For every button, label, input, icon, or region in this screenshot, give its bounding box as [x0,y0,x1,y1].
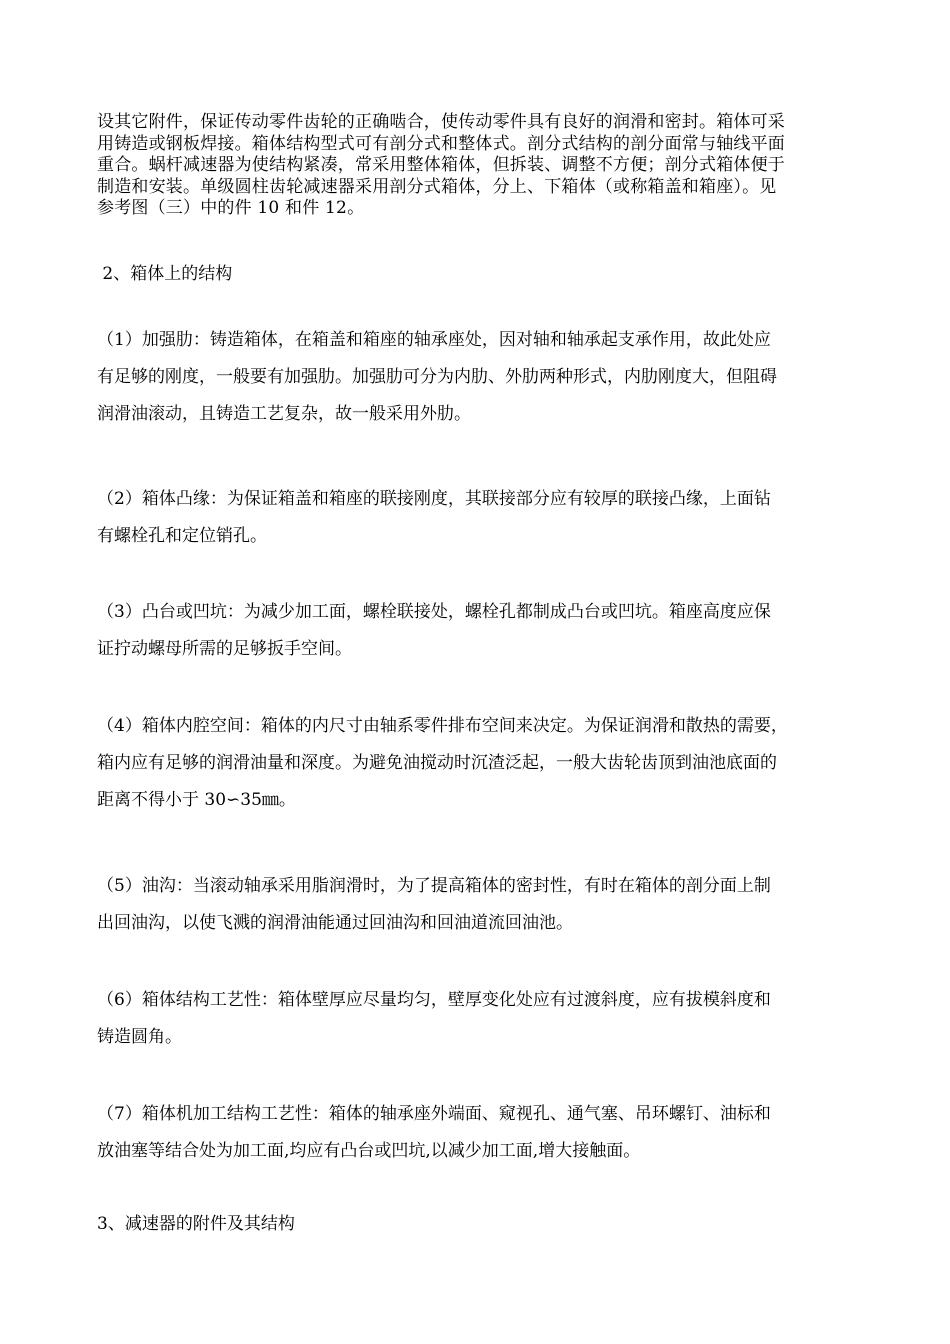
item-line: 证拧动螺母所需的足够扳手空间。 [97,639,352,659]
item-paragraph-5 [97,868,867,942]
item-line: 放油塞等结合处为加工面,均应有凸台或凹坑,以减少加工面,增大接触面。 [97,1141,641,1161]
item-paragraph-6 [97,982,867,1056]
item-paragraph-4 [97,708,867,819]
item-line: 铸造圆角。 [97,1027,182,1047]
intro-line: 重合。蜗杆减速器为使结构紧凑，常采用整体箱体，但拆装、调整不方便；剖分式箱体便于 [97,155,785,175]
section-heading-3: 3、减速器的附件及其结构 [97,1214,295,1234]
intro-line: 制造和安装。单级圆柱齿轮减速器采用剖分式箱体，分上、下箱体（或称箱盖和箱座）。见 [97,176,777,197]
item-paragraph-2 [97,481,867,555]
item-line: 润滑油滚动，且铸造工艺复杂，故一般采用外肋。 [97,404,471,424]
item-line: 有足够的刚度，一般要有加强肋。加强肋可分为内肋、外肋两种形式，内肋刚度大，但阻碍 [97,367,777,387]
item-paragraph-3 [97,594,867,668]
item-line: （6）箱体结构工艺性：箱体壁厚应尽量均匀，壁厚变化处应有过渡斜度，应有拔模斜度和 [97,990,771,1010]
intro-line: 设其它附件，保证传动零件齿轮的正确啮合，使传动零件具有良好的润滑和密封。箱体可采 [97,112,785,132]
item-line: （4）箱体内腔空间：箱体的内尺寸由轴系零件排布空间来决定。为保证润滑和散热的需要， [97,716,788,736]
item-line: （3）凸台或凹坑：为减少加工面，螺栓联接处，螺栓孔都制成凸台或凹坑。箱座高度应保 [97,602,771,622]
item-line: （1）加强肋：铸造箱体，在箱盖和箱座的轴承座处，因对轴和轴承起支承作用，故此处应 [97,330,771,350]
intro-line: 用铸造或钢板焊接。箱体结构型式可有剖分式和整体式。剖分式结构的剖分面常与轴线平面 [97,133,785,154]
item-line: 箱内应有足够的润滑油量和深度。为避免油搅动时沉渣泛起，一般大齿轮齿顶到油池底面的 [97,753,777,773]
item-line: 距离不得小于 30∽35㎜。 [97,790,296,810]
item-line: （7）箱体机加工结构工艺性：箱体的轴承座外端面、窥视孔、通气塞、吊环螺钉、油标和 [97,1104,771,1124]
item-paragraph-1 [97,322,867,433]
item-line: 出回油沟，以使飞溅的润滑油能通过回油沟和回油道流回油池。 [97,913,573,933]
intro-paragraph [97,112,867,220]
intro-line: 参考图（三）中的件 10 和件 12。 [97,198,365,218]
section-heading-2: 2、箱体上的结构 [97,264,233,284]
item-paragraph-7 [97,1096,867,1170]
item-line: （5）油沟：当滚动轴承采用脂润滑时，为了提高箱体的密封性，有时在箱体的剖分面上制 [97,876,771,896]
item-line: 有螺栓孔和定位销孔。 [97,526,267,546]
item-line: （2）箱体凸缘：为保证箱盖和箱座的联接刚度，其联接部分应有较厚的联接凸缘，上面钻 [97,489,771,509]
